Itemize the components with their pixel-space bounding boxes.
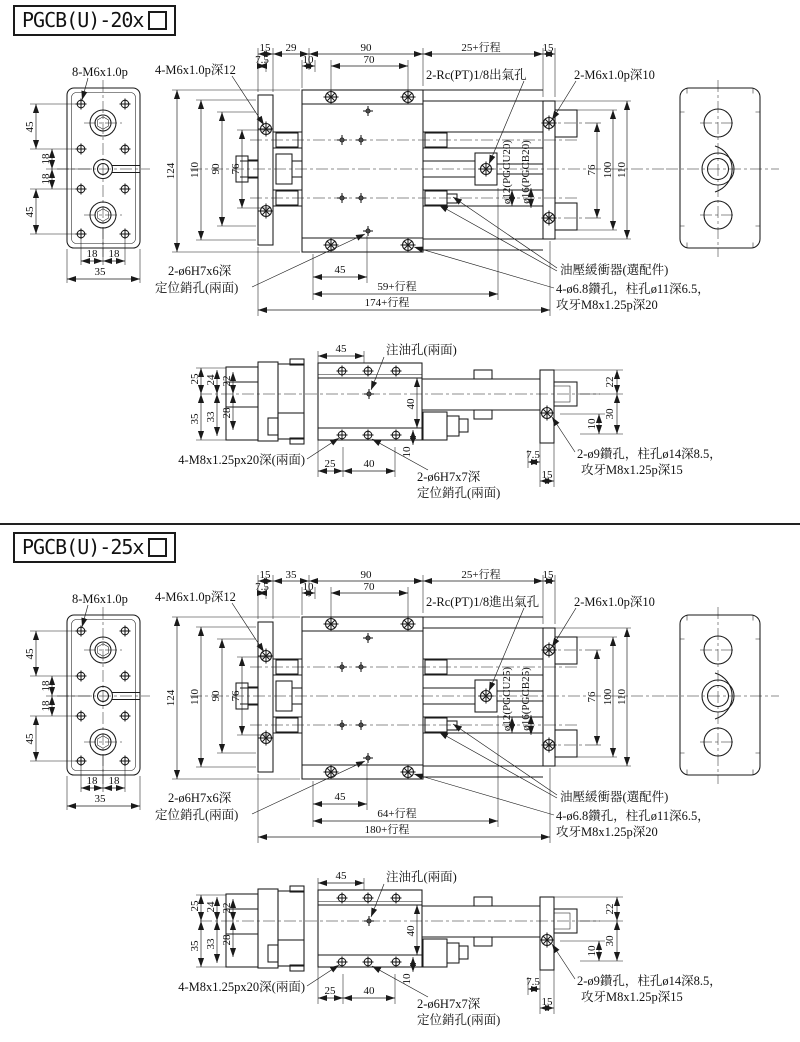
dim: 15: [259, 569, 271, 581]
dim: 76: [230, 690, 242, 702]
tap-callout: 4-M6x1.0p深12: [155, 590, 236, 604]
dim: 25: [189, 373, 201, 385]
dim-stroke: 180+行程: [364, 824, 410, 836]
dim: 70: [363, 581, 375, 593]
stroke-size-placeholder-box: [148, 11, 167, 30]
shock-absorber-callout: 油壓緩衝器(選配件): [560, 263, 669, 277]
dim: 110: [189, 688, 201, 706]
dim: 25: [189, 900, 201, 912]
dim: 10: [586, 945, 598, 957]
drill-callout: 攻牙M8x1.25p深20: [556, 298, 658, 312]
dim: 45: [24, 121, 36, 133]
tap-callout: 4-M8x1.25px20深(兩面): [178, 453, 305, 467]
technical-drawing-pgcb25: [0, 527, 800, 1042]
dim: 33: [205, 938, 217, 950]
section-pgcb25: [0, 527, 800, 1042]
dim: 15: [542, 42, 554, 54]
dim: 18: [40, 680, 52, 692]
drill-callout: 攻牙M8x1.25p深20: [556, 825, 658, 839]
dim: 100: [602, 161, 614, 179]
dim: 15: [541, 996, 553, 1008]
dim: 15: [542, 569, 554, 581]
dim: 70: [363, 54, 375, 66]
drill-callout: 4-ø6.8鑽孔，柱孔ø11深6.5，: [556, 809, 710, 823]
dim: 90: [210, 690, 222, 702]
dowel-callout: 2-ø6H7x7深: [417, 470, 481, 484]
tap-callout: 4-M8x1.25px20深(兩面): [178, 980, 305, 994]
dowel-callout: 定位銷孔(兩面): [417, 486, 501, 500]
model-title: PGCB(U)-25x: [22, 535, 144, 559]
dowel-callout: 2-ø6H7x7深: [417, 997, 481, 1011]
dim: 22: [604, 903, 616, 915]
dim: 35: [285, 569, 297, 581]
dim: 40: [363, 985, 375, 997]
air-port-callout: 2-Rc(PT)1/8出氣孔: [426, 68, 527, 82]
dim: 35: [189, 940, 201, 952]
dim: 7.5: [526, 976, 540, 988]
screw-callout: 8-M6x1.0p: [72, 65, 128, 79]
dim: 22: [604, 376, 616, 388]
air-port-callout: 2-Rc(PT)1/8進出氣孔: [426, 595, 540, 609]
oil-hole-callout: 注油孔(兩面): [386, 343, 457, 357]
dim: 7.5: [526, 449, 540, 461]
dim: 30: [604, 935, 616, 947]
dim: 124: [165, 162, 177, 180]
section-divider: [0, 523, 800, 525]
tap-callout: 2-M6x1.0p深10: [574, 68, 655, 82]
dim: 15: [259, 42, 271, 54]
dim: 90: [360, 42, 372, 54]
dim-stroke: 25+行程: [461, 42, 501, 54]
dim: 40: [405, 398, 417, 410]
dim: 15: [541, 469, 553, 481]
dim: 45: [24, 648, 36, 660]
dim: 22: [221, 375, 233, 387]
oil-hole-callout: 注油孔(兩面): [386, 870, 457, 884]
rod-diameter-label: ø16(PGCB25): [520, 667, 532, 731]
dowel-callout: 2-ø6H7x6深: [168, 264, 232, 278]
dowel-callout: 2-ø6H7x6深: [168, 791, 232, 805]
drill-callout: 2-ø9鑽孔，柱孔ø14深8.5，: [577, 447, 722, 461]
dim: 40: [405, 925, 417, 937]
dim: 18: [86, 775, 98, 787]
dim: 35: [189, 413, 201, 425]
dim: 24: [205, 901, 217, 913]
dim: 28: [221, 934, 233, 946]
dim: 24: [205, 374, 217, 386]
dim: 100: [602, 688, 614, 706]
technical-drawing-pgcb20: [0, 0, 800, 515]
tap-callout: 2-M6x1.0p深10: [574, 595, 655, 609]
dim: 45: [335, 343, 347, 355]
model-title: PGCB(U)-20x: [22, 8, 144, 32]
dim-stroke: 59+行程: [377, 281, 417, 293]
dim: 10: [401, 973, 413, 985]
dim: 45: [24, 733, 36, 745]
dim: 76: [586, 164, 598, 176]
dim: 22: [221, 902, 233, 914]
section-pgcb20: [0, 0, 800, 515]
dowel-callout: 定位銷孔(兩面): [417, 1013, 501, 1027]
dim: 25: [324, 985, 336, 997]
dim: 45: [334, 264, 346, 276]
model-title-box: [13, 5, 176, 36]
dim: 18: [40, 700, 52, 712]
drill-callout: 4-ø6.8鑽孔，柱孔ø11深6.5，: [556, 282, 710, 296]
dim: 45: [334, 791, 346, 803]
dowel-callout: 定位銷孔(兩面): [155, 281, 239, 295]
dim: 7.5: [255, 581, 269, 593]
dim: 35: [94, 266, 106, 278]
dim: 76: [230, 163, 242, 175]
dim-stroke: 64+行程: [377, 808, 417, 820]
dim: 18: [108, 248, 120, 260]
dim: 30: [604, 408, 616, 420]
dim: 10: [302, 581, 314, 593]
drill-callout: 2-ø9鑽孔，柱孔ø14深8.5，: [577, 974, 722, 988]
dim: 10: [401, 446, 413, 458]
dim: 90: [210, 163, 222, 175]
drill-callout: 攻牙M8x1.25p深15: [581, 990, 683, 1004]
model-title-box: [13, 532, 176, 563]
dim: 18: [86, 248, 98, 260]
dim: 110: [616, 161, 628, 179]
dim-stroke: 25+行程: [461, 569, 501, 581]
dim: 40: [363, 458, 375, 470]
dim: 25: [324, 458, 336, 470]
screw-callout: 8-M6x1.0p: [72, 592, 128, 606]
dim: 18: [40, 153, 52, 165]
dim: 45: [335, 870, 347, 882]
dim: 7.5: [255, 54, 269, 66]
dim: 18: [40, 173, 52, 185]
stroke-size-placeholder-box: [148, 538, 167, 557]
dowel-callout: 定位銷孔(兩面): [155, 808, 239, 822]
rod-diameter-label: ø16(PGCB20): [520, 140, 532, 204]
dim: 33: [205, 411, 217, 423]
drill-callout: 攻牙M8x1.25p深15: [581, 463, 683, 477]
shock-absorber-callout: 油壓緩衝器(選配件): [560, 790, 669, 804]
dim: 76: [586, 691, 598, 703]
dim: 10: [586, 418, 598, 430]
dim: 29: [285, 42, 297, 54]
dim: 28: [221, 407, 233, 419]
dim: 110: [616, 688, 628, 706]
dim: 35: [94, 793, 106, 805]
rod-diameter-label: ø12(PGCU20): [501, 139, 513, 205]
dim-stroke: 174+行程: [364, 297, 410, 309]
dim: 110: [189, 161, 201, 179]
dim: 45: [24, 206, 36, 218]
rod-diameter-label: ø12(PGCU25): [501, 666, 513, 732]
dim: 18: [108, 775, 120, 787]
tap-callout: 4-M6x1.0p深12: [155, 63, 236, 77]
dim: 10: [302, 54, 314, 66]
dim: 124: [165, 689, 177, 707]
dim: 90: [360, 569, 372, 581]
